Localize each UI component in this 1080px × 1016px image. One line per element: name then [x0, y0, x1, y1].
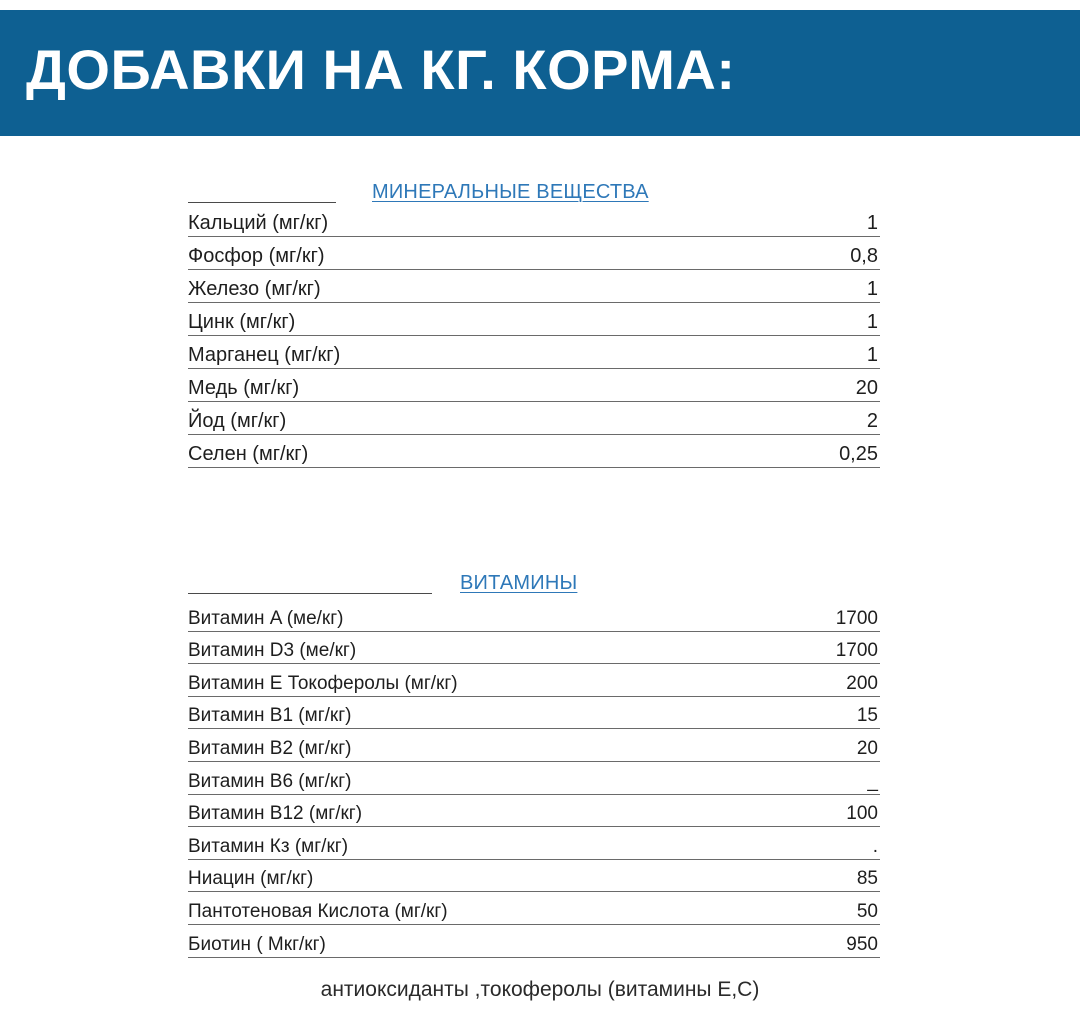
- table-row: [188, 762, 880, 795]
- minerals-table: [188, 204, 880, 468]
- table-row: [188, 599, 880, 632]
- row-value: 50: [856, 900, 878, 922]
- section-rule: [188, 593, 432, 594]
- row-value: 1: [866, 212, 878, 234]
- table-row: [188, 827, 880, 860]
- table-row: [188, 729, 880, 762]
- row-value: 20: [856, 737, 878, 759]
- row-value: 950: [846, 933, 878, 955]
- minerals-header: [188, 178, 880, 204]
- row-name: Марганец (мг/кг): [188, 344, 341, 366]
- row-name: Витамин B2 (мг/кг): [188, 737, 352, 759]
- row-name: Железо (мг/кг): [188, 278, 321, 300]
- row-value: 1700: [835, 607, 878, 629]
- header-banner: [0, 10, 1080, 136]
- row-value: 15: [856, 705, 878, 727]
- table-row: [188, 435, 880, 468]
- row-name: Витамин A (ме/кг): [188, 607, 344, 629]
- vitamins-header: [188, 569, 880, 595]
- row-value: 0,8: [850, 245, 878, 267]
- table-row: [188, 795, 880, 828]
- row-name: Витамин Кз (мг/кг): [188, 835, 349, 857]
- row-name: Витамин E Токоферолы (мг/кг): [188, 672, 458, 694]
- row-name: Фосфор (мг/кг): [188, 245, 325, 267]
- table-row: [188, 860, 880, 893]
- row-value: 85: [856, 868, 878, 890]
- row-value: 0,25: [839, 443, 878, 465]
- vitamins-section: [188, 569, 880, 958]
- table-row: [188, 664, 880, 697]
- vitamins-table: [188, 599, 880, 958]
- footer-note: антиоксиданты ,токоферолы (витамины Е,С): [320, 978, 760, 1001]
- minerals-section: [188, 178, 880, 468]
- row-name: Ниацин (мг/кг): [188, 868, 314, 890]
- row-value: 2: [866, 410, 878, 432]
- table-row: [188, 925, 880, 958]
- row-name: Витамин D3 (ме/кг): [188, 640, 357, 662]
- row-name: Медь (мг/кг): [188, 377, 300, 399]
- row-value: 1: [866, 311, 878, 333]
- row-name: Пантотеновая Кислота (мг/кг): [188, 900, 448, 922]
- table-row: [188, 204, 880, 237]
- table-row: [188, 237, 880, 270]
- row-value: 200: [846, 672, 878, 694]
- row-name: Кальций (мг/кг): [188, 212, 329, 234]
- table-row: [188, 402, 880, 435]
- row-name: Селен (мг/кг): [188, 443, 309, 465]
- row-value: 20: [855, 377, 878, 399]
- row-value: 1700: [835, 640, 878, 662]
- table-row: [188, 303, 880, 336]
- vitamins-title: ВИТАМИНЫ: [460, 572, 578, 594]
- table-row: [188, 632, 880, 665]
- row-value: 1: [866, 344, 878, 366]
- row-value: _: [867, 770, 878, 792]
- row-name: Витамин B6 (мг/кг): [188, 770, 352, 792]
- minerals-title: МИНЕРАЛЬНЫЕ ВЕЩЕСТВА: [372, 181, 649, 203]
- table-row: [188, 892, 880, 925]
- row-name: Витамин B12 (мг/кг): [188, 803, 363, 825]
- table-row: [188, 336, 880, 369]
- row-value: 1: [866, 278, 878, 300]
- table-row: [188, 697, 880, 730]
- row-name: Цинк (мг/кг): [188, 311, 296, 333]
- row-value: .: [872, 835, 878, 857]
- section-rule: [188, 202, 336, 203]
- row-value: 100: [846, 803, 878, 825]
- row-name: Йод (мг/кг): [188, 410, 287, 432]
- row-name: Витамин B1 (мг/кг): [188, 705, 352, 727]
- page-title: ДОБАВКИ НА КГ. КОРМА:: [26, 37, 736, 101]
- table-row: [188, 270, 880, 303]
- row-name: Биотин ( Мкг/кг): [188, 933, 326, 955]
- table-row: [188, 369, 880, 402]
